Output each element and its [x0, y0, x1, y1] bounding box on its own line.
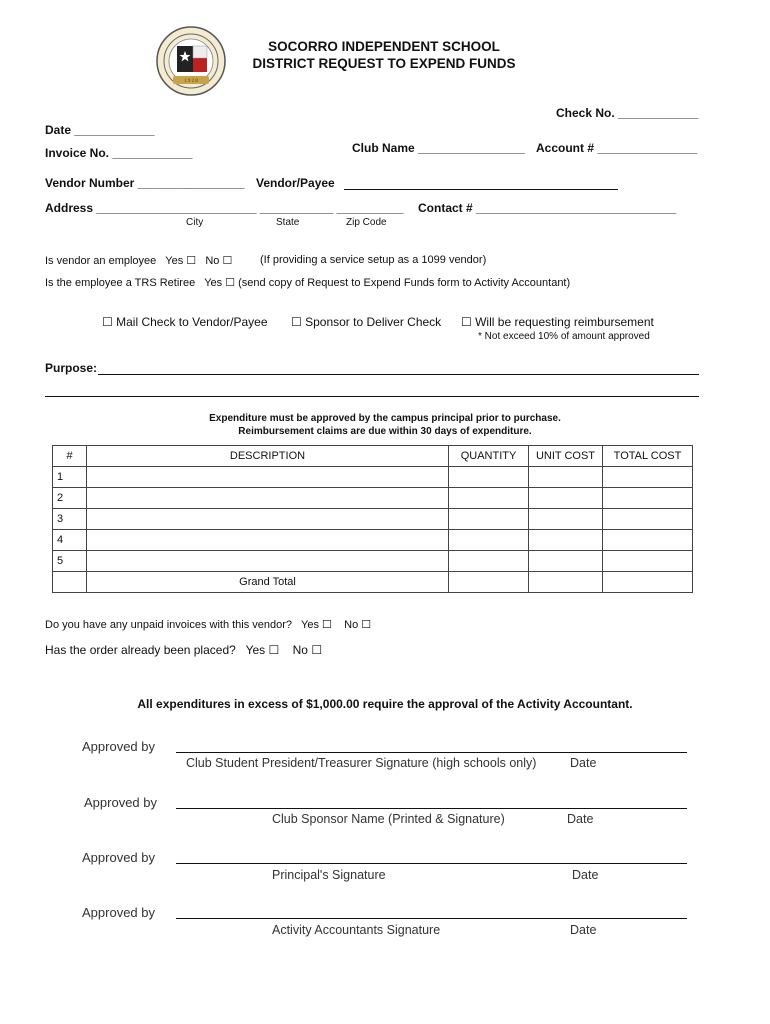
date-caption: Date	[570, 923, 597, 937]
col-header-unit-cost: UNIT COST	[529, 446, 603, 467]
title-line-2: DISTRICT REQUEST TO EXPEND FUNDS	[252, 56, 516, 71]
signature-caption: Club Sponsor Name (Printed & Signature)	[272, 812, 505, 826]
checkbox-icon[interactable]: ☐	[102, 315, 113, 329]
checkbox-icon[interactable]: ☐	[461, 315, 472, 329]
total-cost-cell[interactable]	[603, 551, 693, 572]
contact-field[interactable]: Contact # ______________________________	[418, 201, 677, 215]
row-number: 2	[53, 488, 87, 509]
table-row	[53, 467, 693, 488]
signature-line[interactable]	[176, 863, 687, 864]
purpose-line-2[interactable]	[45, 396, 699, 397]
vendor-employee-question	[45, 254, 232, 267]
signature-line[interactable]	[176, 752, 687, 753]
club-name-field[interactable]: Club Name ________________	[352, 141, 525, 155]
row-number: 4	[53, 530, 87, 551]
vendor-payee-label: Vendor/Payee	[256, 176, 335, 190]
checkbox-icon[interactable]: ☐	[186, 255, 197, 267]
reimbursement-note: * Not exceed 10% of amount approved	[478, 331, 650, 342]
table-header-row	[53, 446, 693, 467]
signature-caption: Club Student President/Treasurer Signature (high schools only)	[186, 756, 537, 770]
svg-text:1 9 2 8: 1 9 2 8	[184, 79, 198, 84]
approved-by-label: Approved by	[82, 905, 155, 920]
purpose-label: Purpose:	[45, 361, 98, 375]
address-field[interactable]: Address ________________________ ___________ __________	[45, 201, 404, 215]
school-district-seal-icon	[155, 24, 227, 98]
purpose-line-1[interactable]	[98, 374, 699, 375]
vendor-number-field[interactable]: Vendor Number ________________	[45, 176, 245, 190]
zip-label: Zip Code	[346, 217, 387, 228]
sponsor-deliver-label: Sponsor to Deliver Check	[305, 315, 442, 329]
page-title	[234, 38, 534, 72]
mail-check-label: Mail Check to Vendor/Payee	[116, 315, 268, 329]
table-row	[53, 530, 693, 551]
signature-caption: Activity Accountants Signature	[272, 923, 441, 937]
notice-line-2: Reimbursement claims are due within 30 days of expenditure.	[238, 426, 532, 437]
signature-line[interactable]	[176, 808, 687, 809]
account-field[interactable]: Account # _______________	[536, 141, 698, 155]
reimbursement-option[interactable]	[461, 315, 654, 329]
state-label: State	[276, 217, 300, 228]
unit-cost-cell[interactable]	[529, 551, 603, 572]
unit-cost-cell[interactable]	[529, 530, 603, 551]
yes-label: Yes	[301, 619, 319, 631]
unit-cost-cell[interactable]	[529, 488, 603, 509]
mail-check-option[interactable]	[102, 315, 268, 329]
reimbursement-label: Will be requesting reimbursement	[475, 315, 654, 329]
no-label: No	[344, 619, 359, 631]
total-cost-cell[interactable]	[603, 530, 693, 551]
date-caption: Date	[567, 812, 594, 826]
yes-label: Yes	[165, 255, 184, 267]
yes-label: Yes	[204, 277, 223, 289]
approved-by-label: Approved by	[82, 850, 155, 865]
no-label: No	[292, 643, 308, 657]
unit-cost-cell[interactable]	[529, 509, 603, 530]
date-caption: Date	[570, 756, 597, 770]
order-placed-question	[45, 643, 322, 657]
total-cost-cell[interactable]	[603, 467, 693, 488]
description-cell[interactable]	[87, 488, 449, 509]
checkbox-icon[interactable]: ☐	[222, 255, 233, 267]
unit-cost-cell[interactable]	[529, 467, 603, 488]
grand-total-cell[interactable]	[603, 572, 693, 593]
row-number: 1	[53, 467, 87, 488]
checkbox-icon[interactable]: ☐	[268, 643, 280, 657]
col-header-description: DESCRIPTION	[87, 446, 449, 467]
col-header-quantity: QUANTITY	[449, 446, 529, 467]
city-label: City	[186, 217, 204, 228]
order-placed-label: Has the order already been placed?	[45, 643, 236, 657]
row-number: 3	[53, 509, 87, 530]
checkbox-icon[interactable]: ☐	[322, 619, 332, 631]
total-cost-cell[interactable]	[603, 488, 693, 509]
checkbox-icon[interactable]: ☐	[311, 643, 323, 657]
col-header-number: #	[53, 446, 87, 467]
description-cell[interactable]	[87, 509, 449, 530]
trs-retiree-label: Is the employee a TRS Retiree	[45, 277, 196, 289]
notice-line-1: Expenditure must be approved by the campus principal prior to purchase.	[209, 413, 561, 424]
check-no-field[interactable]: Check No. ____________	[556, 106, 699, 120]
checkbox-icon[interactable]: ☐	[291, 315, 302, 329]
table-row	[53, 488, 693, 509]
table-row	[53, 551, 693, 572]
grand-total-row	[53, 572, 693, 593]
description-cell[interactable]	[87, 551, 449, 572]
signature-caption: Principal's Signature	[272, 868, 386, 882]
signature-line[interactable]	[176, 918, 687, 919]
table-row	[53, 509, 693, 530]
grand-total-label: Grand Total	[87, 572, 449, 593]
total-cost-cell[interactable]	[603, 509, 693, 530]
trs-note: (send copy of Request to Expend Funds form to Activity Accountant)	[238, 277, 571, 289]
vendor-1099-note: (If providing a service setup as a 1099 vendor)	[260, 254, 487, 266]
checkbox-icon[interactable]: ☐	[225, 277, 236, 289]
approved-by-label: Approved by	[82, 739, 155, 754]
checkbox-icon[interactable]: ☐	[361, 619, 372, 631]
col-header-total-cost: TOTAL COST	[603, 446, 693, 467]
date-caption: Date	[572, 868, 599, 882]
quantity-cell[interactable]	[449, 551, 529, 572]
row-number: 5	[53, 551, 87, 572]
quantity-cell[interactable]	[449, 488, 529, 509]
quantity-cell[interactable]	[449, 530, 529, 551]
title-line-1: SOCORRO INDEPENDENT SCHOOL	[268, 39, 500, 54]
description-cell[interactable]	[87, 467, 449, 488]
date-field[interactable]: Date ____________	[45, 123, 155, 137]
vendor-employee-label: Is vendor an employee	[45, 255, 157, 267]
approval-notice: All expenditures in excess of $1,000.00 require the approval of the Activity Accountant.	[137, 697, 633, 711]
invoice-no-field[interactable]: Invoice No. ____________	[45, 146, 193, 160]
expenditure-table	[52, 445, 693, 593]
trs-retiree-question	[45, 276, 570, 289]
description-cell[interactable]	[87, 530, 449, 551]
sponsor-deliver-option[interactable]	[291, 315, 441, 329]
approved-by-label: Approved by	[84, 795, 157, 810]
yes-label: Yes	[245, 643, 266, 657]
unpaid-invoices-label: Do you have any unpaid invoices with this vendor?	[45, 619, 293, 631]
quantity-cell[interactable]	[449, 467, 529, 488]
unpaid-invoices-question	[45, 618, 371, 631]
vendor-payee-line[interactable]	[344, 189, 618, 190]
no-label: No	[205, 255, 220, 267]
quantity-cell[interactable]	[449, 509, 529, 530]
